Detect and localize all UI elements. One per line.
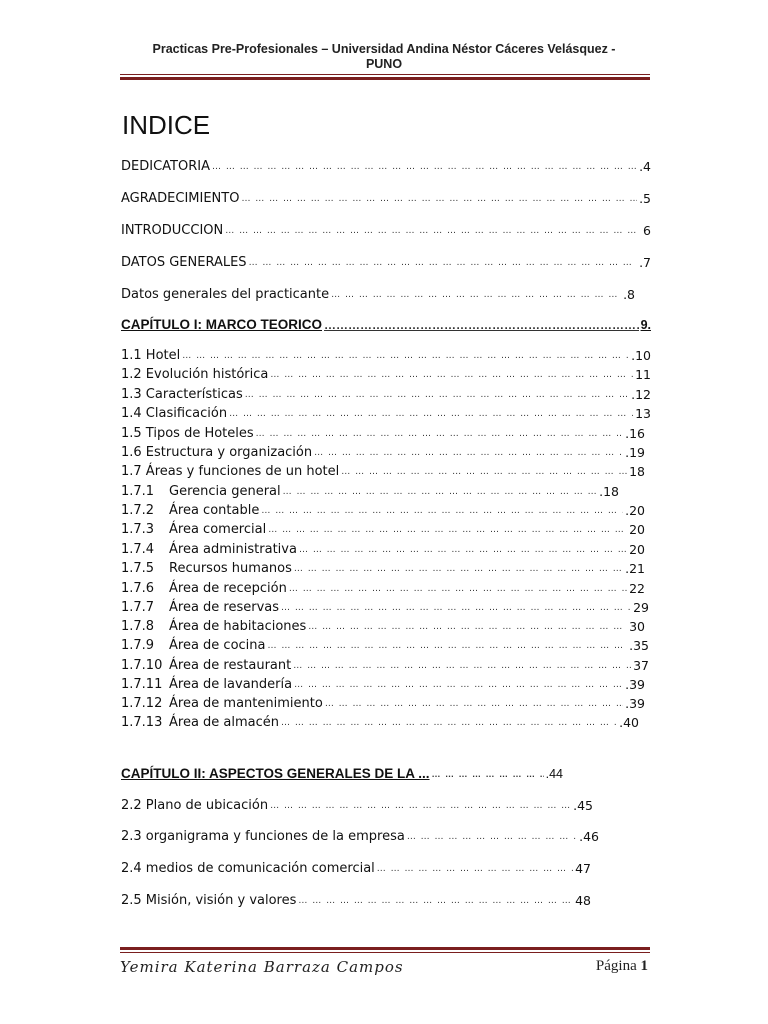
toc-subentry-number: 1.7.2 — [121, 503, 155, 518]
toc-subentry-label: Área comercial — [169, 522, 267, 537]
toc-entry-page: .10 — [631, 348, 651, 363]
toc-entry[interactable] — [121, 252, 651, 270]
toc-entry-label: DATOS GENERALES — [121, 255, 247, 270]
toc-subentry-number: 1.7.3 — [121, 522, 155, 537]
footer-rule — [120, 947, 650, 953]
toc-subentry-page: .18 — [599, 484, 619, 499]
toc-entry-page: 13 — [635, 406, 651, 421]
toc-subentry-label: Área de recepción — [169, 581, 287, 596]
toc-entry[interactable] — [121, 156, 651, 174]
toc-subentry-page: 30 — [629, 619, 645, 634]
toc-entry[interactable] — [121, 858, 591, 876]
toc-entry-label: 1.3 Características — [121, 387, 243, 402]
toc-entry[interactable] — [121, 364, 651, 382]
footer-page-value: 1 — [640, 958, 648, 974]
toc-entry-label: Datos generales del practicante — [121, 287, 330, 302]
toc-subentry-number: 1.7.1 — [121, 484, 155, 499]
toc-entry[interactable] — [121, 461, 645, 479]
toc-subentry[interactable] — [121, 674, 645, 692]
toc-entry-page: 18 — [629, 464, 645, 479]
footer-page-number — [596, 958, 648, 975]
toc-subentry-label: Área de habitaciones — [169, 619, 307, 634]
toc-entry[interactable] — [121, 403, 651, 421]
toc-chapter-label: CAPÍTULO I: MARCO TEORICO — [121, 317, 322, 332]
toc-subentry-page: 22 — [629, 581, 645, 596]
toc-entry[interactable] — [121, 890, 591, 908]
toc-subentry-number: 1.7.5 — [121, 561, 155, 576]
toc-subentry-number: 1.7.10 — [121, 658, 163, 673]
toc-entry[interactable] — [121, 826, 599, 844]
toc-subentry[interactable] — [121, 655, 649, 673]
toc-entry-page: .19 — [625, 445, 645, 460]
toc-entry-page: 6 — [643, 223, 651, 238]
toc-entry-label: 1.7 Áreas y funciones de un hotel — [121, 464, 340, 479]
toc-entry-label: 1.5 Tipos de Hoteles — [121, 426, 254, 441]
toc-subentry-number: 1.7.4 — [121, 542, 155, 557]
toc-subentry-number: 1.7.11 — [121, 677, 163, 692]
toc-entry-page: .16 — [625, 426, 645, 441]
toc-entry[interactable] — [121, 423, 645, 441]
footer-page-label: Página — [595, 958, 637, 974]
toc-subentry[interactable] — [121, 597, 649, 615]
toc-entry[interactable] — [121, 795, 593, 813]
toc-entry[interactable] — [121, 284, 635, 302]
header-rule — [120, 74, 650, 80]
toc-entry-label: 2.2 Plano de ubicación — [121, 798, 269, 813]
toc-subentry-label: Área contable — [169, 503, 260, 518]
toc-subentry-label: Área administrativa — [169, 542, 297, 557]
toc-subentry[interactable] — [121, 635, 649, 653]
toc-entry-label: 1.1 Hotel — [121, 348, 181, 363]
toc-chapter-2[interactable] — [121, 763, 563, 781]
toc-subentry-label: Área de restaurant — [169, 658, 292, 673]
toc-chapter-1[interactable] — [121, 314, 651, 332]
toc-entry-page: 11 — [635, 367, 651, 382]
toc-subentry-page: .35 — [629, 638, 649, 653]
toc-subentry[interactable] — [121, 693, 645, 711]
page-header — [0, 42, 768, 72]
toc-entry-page: .46 — [579, 829, 599, 844]
header-line-1: Practicas Pre-Profesionales – Universidad Andina Néstor Cáceres Velásquez - — [152, 42, 616, 56]
page-title: INDICE — [122, 110, 211, 140]
toc-entry-page: 48 — [575, 893, 591, 908]
toc-subentry-page: .39 — [625, 696, 645, 711]
toc-subentry[interactable] — [121, 712, 639, 730]
toc-entry[interactable] — [121, 442, 645, 460]
toc-entry-page: .8 — [623, 287, 635, 302]
toc-subentry[interactable] — [121, 578, 645, 596]
toc-subentry[interactable] — [121, 539, 645, 557]
toc-subentry-number: 1.7.12 — [121, 696, 163, 711]
toc-entry-page: .7 — [639, 255, 651, 270]
toc-subentry-number: 1.7.6 — [121, 581, 155, 596]
toc-entry-page: .45 — [573, 798, 593, 813]
toc-chapter-page: 9. — [640, 318, 651, 332]
toc-subentry[interactable] — [121, 519, 645, 537]
toc-entry-label: 2.3 organigrama y funciones de la empresa — [121, 829, 405, 844]
toc-entry-label: INTRODUCCION — [121, 223, 224, 238]
toc-chapter-page: .44 — [545, 767, 563, 781]
toc-entry-label: 1.4 Clasificación — [121, 406, 228, 421]
toc-subentry-label: Recursos humanos — [169, 561, 292, 576]
toc-entry-page: .4 — [639, 159, 651, 174]
toc-subentry-label: Área de mantenimiento — [169, 696, 323, 711]
toc-subentry-label: Área de lavandería — [169, 677, 293, 692]
toc-subentry-label: Gerencia general — [169, 484, 281, 499]
toc-subentry-page: .40 — [619, 715, 639, 730]
toc-subentry[interactable] — [121, 481, 619, 499]
toc-entry-label: DEDICATORIA — [121, 159, 210, 174]
toc-subentry[interactable] — [121, 616, 645, 634]
toc-subentry[interactable] — [121, 558, 645, 576]
toc-subentry-page: .20 — [625, 503, 645, 518]
toc-entry[interactable] — [121, 384, 651, 402]
toc-entry-page: .12 — [631, 387, 651, 402]
toc-chapter-label: CAPÍTULO II: ASPECTOS GENERALES DE LA ... — [121, 766, 430, 781]
toc-entry-page: .5 — [639, 191, 651, 206]
toc-entry-label: 2.4 medios de comunicación comercial — [121, 861, 375, 876]
header-line-2: PUNO — [365, 57, 403, 71]
toc-subentry-page: 29 — [633, 600, 649, 615]
toc-entry-page: 47 — [575, 861, 591, 876]
toc-subentry-page: 20 — [629, 542, 645, 557]
toc-subentry-page: 37 — [633, 658, 649, 673]
toc-entry[interactable] — [121, 188, 651, 206]
toc-subentry-number: 1.7.9 — [121, 638, 155, 653]
toc-subentry[interactable] — [121, 500, 645, 518]
toc-subentry-page: .39 — [625, 677, 645, 692]
toc-subentry-label: Área de reservas — [169, 600, 280, 615]
footer-author: Yemira Katerina Barraza Campos — [120, 958, 404, 976]
toc-entry-label: AGRADECIMIENTO — [121, 191, 240, 206]
toc-subentry-page: 20 — [629, 522, 645, 537]
toc-subentry-number: 1.7.8 — [121, 619, 155, 634]
toc-subentry-number: 1.7.13 — [121, 715, 163, 730]
toc-subentry-label: Área de almacén — [169, 715, 280, 730]
toc-entry[interactable] — [121, 220, 651, 238]
toc-entry-label: 1.2 Evolución histórica — [121, 367, 269, 382]
toc-entry-label: 2.5 Misión, visión y valores — [121, 893, 297, 908]
toc-subentry-label: Área de cocina — [169, 638, 266, 653]
toc-subentry-number: 1.7.7 — [121, 600, 155, 615]
toc-entry[interactable] — [121, 345, 651, 363]
toc-subentry-page: .21 — [625, 561, 645, 576]
toc-entry-label: 1.6 Estructura y organización — [121, 445, 313, 460]
